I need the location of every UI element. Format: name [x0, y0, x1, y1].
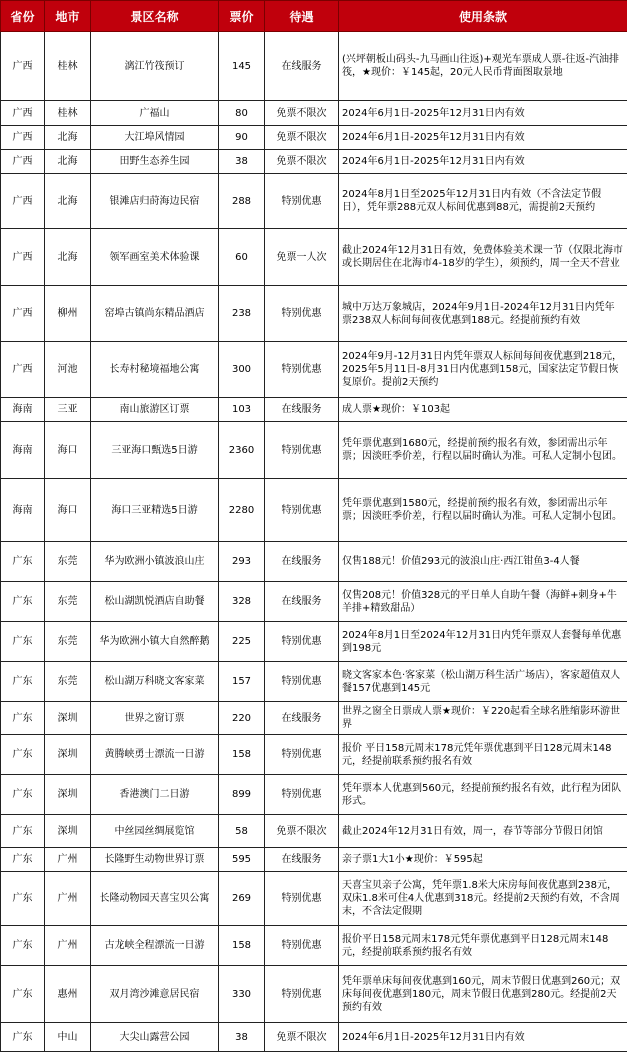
header-price: 票价 [219, 1, 265, 32]
benefit-cell: 特别优惠 [265, 735, 339, 775]
scenic-name-cell: 三亚海口甄选5日游 [91, 422, 219, 479]
city-cell: 广州 [45, 848, 91, 872]
price-cell: 158 [219, 926, 265, 966]
province-cell: 广西 [1, 126, 45, 150]
city-cell: 深圳 [45, 775, 91, 815]
table-row [1, 32, 627, 101]
benefit-cell: 免票不限次 [265, 815, 339, 848]
province-cell: 广东 [1, 662, 45, 702]
benefit-cell: 特别优惠 [265, 926, 339, 966]
city-cell: 东莞 [45, 582, 91, 622]
scenic-name-cell: 漓江竹筏预订 [91, 32, 219, 101]
scenic-name-cell: 大江埠风情园 [91, 126, 219, 150]
province-cell: 广西 [1, 174, 45, 229]
city-cell: 柳州 [45, 286, 91, 342]
table-row [1, 286, 627, 342]
city-cell: 桂林 [45, 32, 91, 101]
province-cell: 海南 [1, 398, 45, 422]
city-cell: 三亚 [45, 398, 91, 422]
table-row [1, 815, 627, 848]
table-row [1, 174, 627, 229]
price-cell: 158 [219, 735, 265, 775]
table-row [1, 662, 627, 702]
table-row [1, 126, 627, 150]
province-cell: 广东 [1, 872, 45, 926]
terms-cell: 晓文客家本色·客家菜（松山湖万科生活广场店），客家超值双人餐157优惠到145元 [339, 662, 627, 702]
price-cell: 238 [219, 286, 265, 342]
province-cell: 广东 [1, 815, 45, 848]
benefit-cell: 特别优惠 [265, 342, 339, 398]
header-province: 省份 [1, 1, 45, 32]
terms-cell: 成人票★现价：￥103起 [339, 398, 627, 422]
price-cell: 90 [219, 126, 265, 150]
price-cell: 145 [219, 32, 265, 101]
table-row [1, 398, 627, 422]
benefit-cell: 特别优惠 [265, 872, 339, 926]
price-cell: 899 [219, 775, 265, 815]
terms-cell: 截止2024年12月31日有效，周一，春节等部分节假日闭馆 [339, 815, 627, 848]
city-cell: 深圳 [45, 815, 91, 848]
benefit-cell: 免票不限次 [265, 150, 339, 174]
table-row [1, 775, 627, 815]
price-cell: 220 [219, 702, 265, 735]
price-cell: 38 [219, 150, 265, 174]
table-row [1, 872, 627, 926]
table-row [1, 735, 627, 775]
province-cell: 广东 [1, 582, 45, 622]
terms-cell: 2024年6月1日-2025年12月31日内有效 [339, 126, 627, 150]
terms-cell: 2024年6月1日-2025年12月31日内有效 [339, 1023, 627, 1052]
benefit-cell: 特别优惠 [265, 422, 339, 479]
scenic-name-cell: 海口三亚精选5日游 [91, 479, 219, 542]
scenic-name-cell: 中丝园丝绸展览馆 [91, 815, 219, 848]
benefit-cell: 在线服务 [265, 848, 339, 872]
header-row [1, 1, 627, 32]
city-cell: 深圳 [45, 702, 91, 735]
city-cell: 北海 [45, 174, 91, 229]
table-row [1, 150, 627, 174]
price-cell: 60 [219, 229, 265, 286]
province-cell: 广西 [1, 229, 45, 286]
benefit-cell: 特别优惠 [265, 174, 339, 229]
price-cell: 38 [219, 1023, 265, 1052]
table-row [1, 702, 627, 735]
city-cell: 海口 [45, 479, 91, 542]
city-cell: 北海 [45, 150, 91, 174]
city-cell: 广州 [45, 926, 91, 966]
province-cell: 广东 [1, 622, 45, 662]
province-cell: 广西 [1, 101, 45, 126]
header-city: 地市 [45, 1, 91, 32]
benefit-cell: 特别优惠 [265, 775, 339, 815]
scenic-name-cell: 领军画室美术体验课 [91, 229, 219, 286]
province-cell: 广西 [1, 342, 45, 398]
city-cell: 中山 [45, 1023, 91, 1052]
scenic-name-cell: 长隆动物园天喜宝贝公寓 [91, 872, 219, 926]
scenic-name-cell: 世界之窗订票 [91, 702, 219, 735]
terms-cell: 2024年9月-12月31日内凭年票双人标间每间夜优惠到218元，2025年5月11日-8月31日内优惠到158元，国家法定节假日恢复原价。提前2天预约 [339, 342, 627, 398]
city-cell: 北海 [45, 229, 91, 286]
price-cell: 2360 [219, 422, 265, 479]
scenic-name-cell: 田野生态养生园 [91, 150, 219, 174]
table-row [1, 848, 627, 872]
table-row [1, 101, 627, 126]
province-cell: 海南 [1, 479, 45, 542]
city-cell: 东莞 [45, 542, 91, 582]
price-cell: 2280 [219, 479, 265, 542]
city-cell: 北海 [45, 126, 91, 150]
price-cell: 300 [219, 342, 265, 398]
terms-cell: 凭年票单床每间夜优惠到160元，周末节假日优惠到260元；双床每间夜优惠到180元，周末节假日优惠到280元。经提前2天预约有效 [339, 966, 627, 1023]
province-cell: 广东 [1, 735, 45, 775]
table-row [1, 422, 627, 479]
price-cell: 58 [219, 815, 265, 848]
city-cell: 桂林 [45, 101, 91, 126]
province-cell: 广西 [1, 150, 45, 174]
table-row [1, 542, 627, 582]
city-cell: 东莞 [45, 622, 91, 662]
table-row [1, 966, 627, 1023]
header-terms: 使用条款 [339, 1, 627, 32]
scenic-name-cell: 古龙峡全程漂流一日游 [91, 926, 219, 966]
price-cell: 269 [219, 872, 265, 926]
scenic-name-cell: 银滩店归莳海边民宿 [91, 174, 219, 229]
city-cell: 广州 [45, 872, 91, 926]
province-cell: 广东 [1, 775, 45, 815]
price-cell: 595 [219, 848, 265, 872]
terms-cell: 仅售208元！价值328元的平日单人自助午餐（海鲜+刺身+牛羊排+精致甜品） [339, 582, 627, 622]
province-cell: 广东 [1, 926, 45, 966]
province-cell: 广东 [1, 702, 45, 735]
scenic-name-cell: 长寿村秘境福地公寓 [91, 342, 219, 398]
terms-cell: 仅售188元！价值293元的波浪山庄·西江钳鱼3-4人餐 [339, 542, 627, 582]
benefit-cell: 免票不限次 [265, 101, 339, 126]
table-row [1, 582, 627, 622]
benefit-cell: 在线服务 [265, 398, 339, 422]
table-row [1, 926, 627, 966]
terms-cell: 天喜宝贝亲子公寓，凭年票1.8米大床房每间夜优惠到238元，双床1.8米可住4人优惠到318元。经提前2天预约有效，不含周末，不含法定假期 [339, 872, 627, 926]
terms-cell: 2024年6月1日-2025年12月31日内有效 [339, 150, 627, 174]
province-cell: 广东 [1, 966, 45, 1023]
terms-cell: 2024年8月1日至2024年12月31日内凭年票双人套餐每单优惠到198元 [339, 622, 627, 662]
benefit-cell: 在线服务 [265, 542, 339, 582]
benefit-cell: 在线服务 [265, 582, 339, 622]
scenic-name-cell: 华为欧洲小镇波浪山庄 [91, 542, 219, 582]
header-benefit: 待遇 [265, 1, 339, 32]
terms-cell: 截止2024年12月31日有效，免费体验美术课一节（仅限北海市或长期居住在北海市4-18岁的学生），须预约，周一全天不营业 [339, 229, 627, 286]
province-cell: 广西 [1, 286, 45, 342]
price-cell: 80 [219, 101, 265, 126]
terms-cell: 世界之窗全日票成人票★现价：￥220起看全球名胜缩影环游世界 [339, 702, 627, 735]
price-cell: 103 [219, 398, 265, 422]
city-cell: 深圳 [45, 735, 91, 775]
terms-cell: 2024年6月1日-2025年12月31日内有效 [339, 101, 627, 126]
city-cell: 惠州 [45, 966, 91, 1023]
city-cell: 河池 [45, 342, 91, 398]
benefit-cell: 特别优惠 [265, 622, 339, 662]
terms-cell: 2024年8月1日至2025年12月31日内有效（不含法定节假日），凭年票288元双人标间优惠到88元，需提前2天预约 [339, 174, 627, 229]
terms-cell: 凭年票优惠到1580元，经提前预约报名有效，参团需出示年票；因淡旺季价差，行程以届时确认为准。可私人定制小包团。 [339, 479, 627, 542]
benefit-cell: 免票一人次 [265, 229, 339, 286]
terms-cell: 报价平日158元周末178元凭年票优惠到平日128元周末148元，经提前联系预约报名有效 [339, 926, 627, 966]
terms-cell: 凭年票优惠到1680元，经提前预约报名有效，参团需出示年票；因淡旺季价差，行程以届时确认为准。可私人定制小包团。 [339, 422, 627, 479]
scenic-name-cell: 长隆野生动物世界订票 [91, 848, 219, 872]
benefit-cell: 特别优惠 [265, 662, 339, 702]
scenic-name-cell: 双月湾沙滩意居民宿 [91, 966, 219, 1023]
province-cell: 广西 [1, 32, 45, 101]
province-cell: 广东 [1, 542, 45, 582]
scenic-name-cell: 黄腾峡勇士漂流一日游 [91, 735, 219, 775]
table-row [1, 342, 627, 398]
scenic-name-cell: 松山湖凯悦酒店自助餐 [91, 582, 219, 622]
table-row [1, 1023, 627, 1052]
terms-cell: (兴坪朝板山码头-九马画山往返)+观光车票成人票-往返-汽油排筏，★现价：￥145起，20元人民币背面图取景地 [339, 32, 627, 101]
terms-cell: 城中万达万象城店，2024年9月1日-2024年12月31日内凭年票238双人标间每间夜优惠到188元。经提前预约有效 [339, 286, 627, 342]
price-cell: 288 [219, 174, 265, 229]
benefit-cell: 免票不限次 [265, 126, 339, 150]
scenic-name-cell: 广福山 [91, 101, 219, 126]
benefit-cell: 特别优惠 [265, 286, 339, 342]
table-row [1, 479, 627, 542]
province-cell: 海南 [1, 422, 45, 479]
terms-cell: 亲子票1大1小★现价：￥595起 [339, 848, 627, 872]
province-cell: 广东 [1, 1023, 45, 1052]
price-cell: 157 [219, 662, 265, 702]
scenic-name-cell: 窑埠古镇尚东精品酒店 [91, 286, 219, 342]
scenic-name-cell: 华为欧洲小镇大自然醉鹅 [91, 622, 219, 662]
province-cell: 广东 [1, 848, 45, 872]
scenic-name-cell: 香港澳门二日游 [91, 775, 219, 815]
scenic-name-cell: 南山旅游区订票 [91, 398, 219, 422]
city-cell: 海口 [45, 422, 91, 479]
terms-cell: 凭年票本人优惠到560元，经提前预约报名有效，此行程为团队形式。 [339, 775, 627, 815]
header-scenic-name: 景区名称 [91, 1, 219, 32]
benefit-cell: 在线服务 [265, 702, 339, 735]
price-cell: 330 [219, 966, 265, 1023]
table-row [1, 622, 627, 662]
scenic-name-cell: 大尖山露营公园 [91, 1023, 219, 1052]
table-row [1, 229, 627, 286]
city-cell: 东莞 [45, 662, 91, 702]
price-cell: 225 [219, 622, 265, 662]
scenic-name-cell: 松山湖万科晓文客家菜 [91, 662, 219, 702]
benefit-cell: 特别优惠 [265, 479, 339, 542]
price-cell: 293 [219, 542, 265, 582]
terms-cell: 报价 平日158元周末178元凭年票优惠到平日128元周末148元，经提前联系预约报名有效 [339, 735, 627, 775]
benefit-cell: 在线服务 [265, 32, 339, 101]
benefit-cell: 特别优惠 [265, 966, 339, 1023]
price-cell: 328 [219, 582, 265, 622]
benefit-cell: 免票不限次 [265, 1023, 339, 1052]
